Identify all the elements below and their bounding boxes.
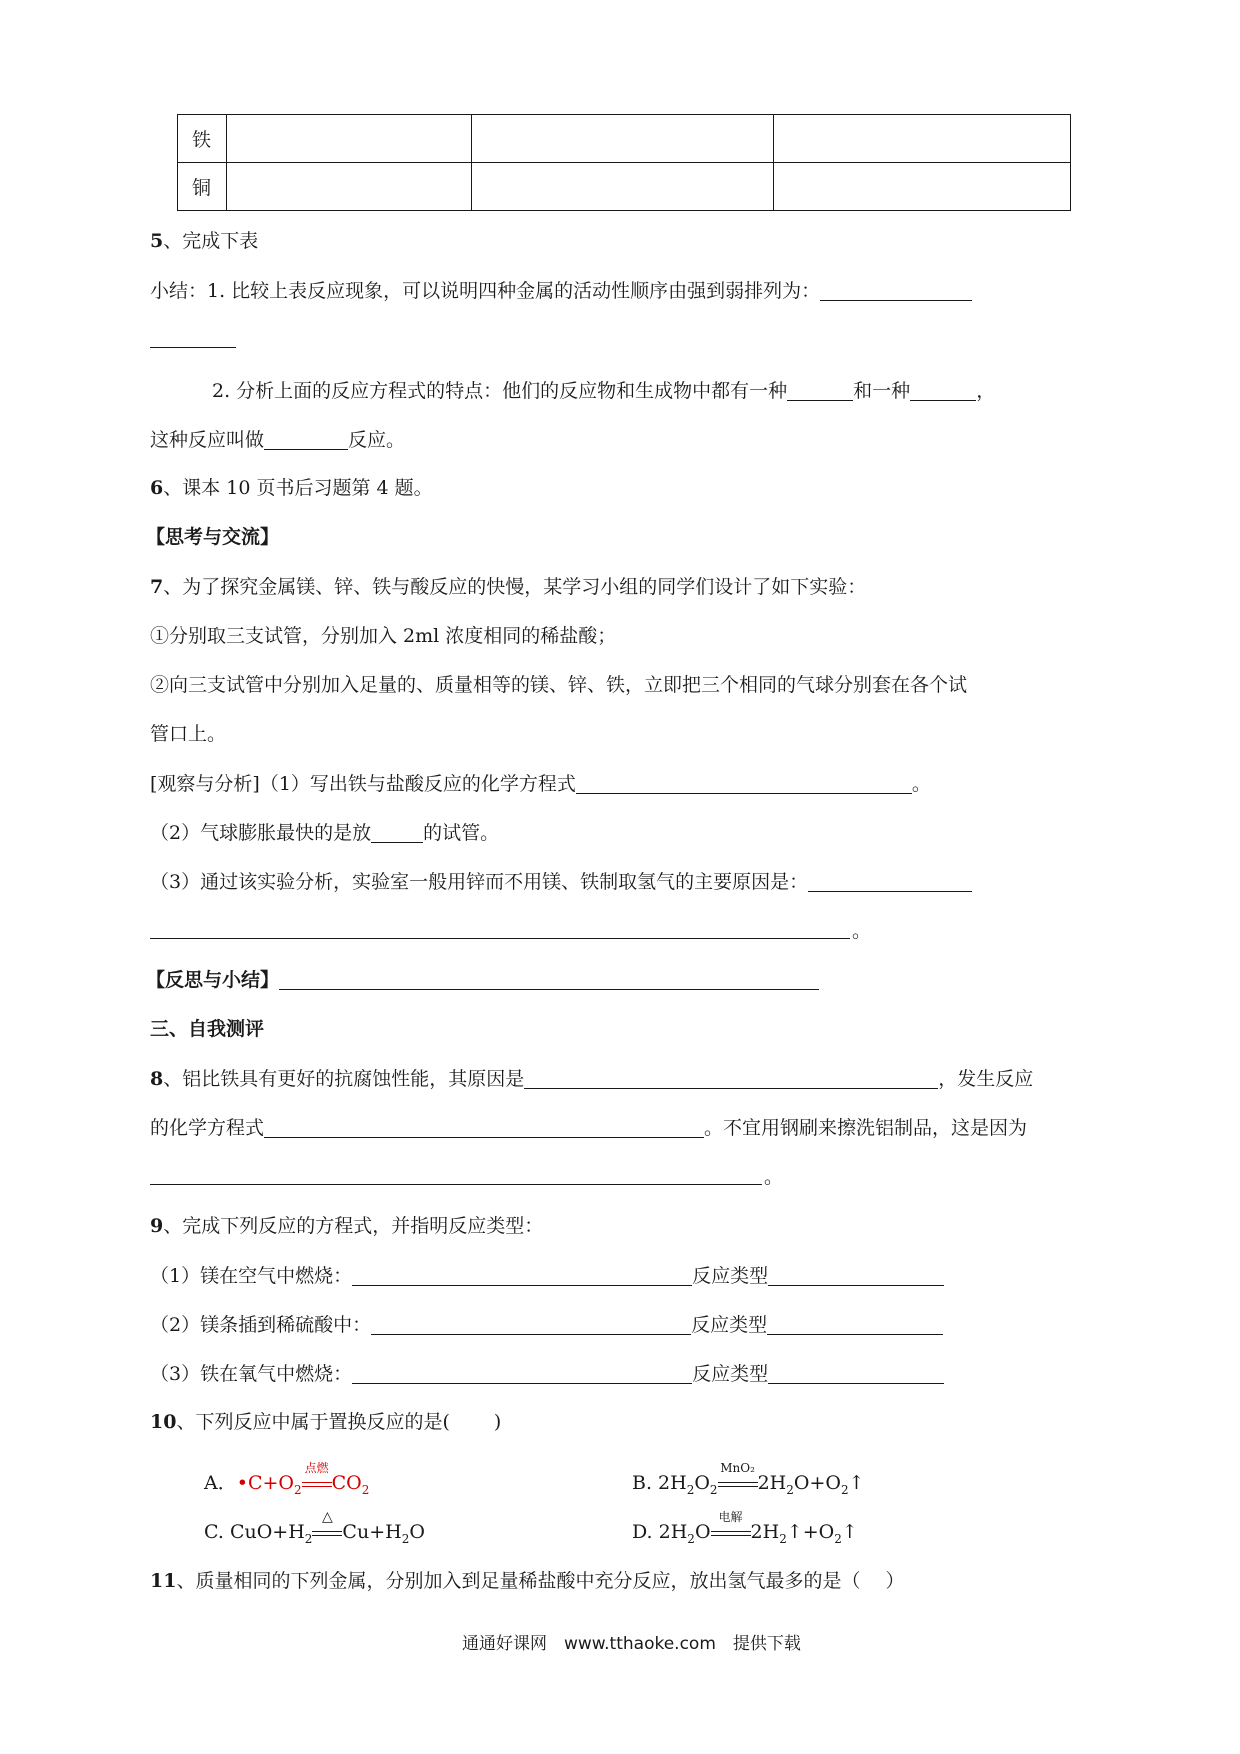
table-cell[interactable]: [227, 163, 472, 211]
question-9: 9、完成下列反应的方程式，并指明反应类型：: [150, 1215, 544, 1237]
question-7: 7、为了探究金属镁、锌、铁与酸反应的快慢，某学习小组的同学们设计了如下实验：: [150, 576, 867, 598]
answer-blank[interactable]: [371, 823, 423, 843]
option-d[interactable]: D. $2H_2O$ 电解 $2H_2↑+O_2↑$: [632, 1510, 858, 1546]
summary-2-cont: 这种反应叫做 反应。: [150, 429, 406, 451]
option-c[interactable]: C. $CuO+H_2$ △ $Cu+H_2O$: [204, 1509, 425, 1546]
question-10: 10、下列反应中属于置换反应的是( ): [150, 1411, 502, 1433]
summary-1: 小结：1. 比较上表反应现象，可以说明四种金属的活动性顺序由强到弱排列为：: [150, 281, 972, 301]
question-11: 11、质量相同的下列金属，分别加入到足量稀盐酸中充分反应，放出氢气最多的是（ ）: [150, 1570, 905, 1592]
answer-blank[interactable]: [808, 872, 972, 892]
answer-blank[interactable]: [264, 430, 348, 450]
answer-blank[interactable]: [768, 1364, 944, 1384]
answer-blank[interactable]: [787, 381, 853, 401]
q9-item-1: （1）镁在空气中燃烧： 反应类型: [150, 1266, 944, 1286]
answer-blank[interactable]: [576, 774, 912, 794]
question-8: 8、铝比铁具有更好的抗腐蚀性能，其原因是 ，发生反应: [150, 1068, 1034, 1090]
table-row: [178, 163, 1071, 211]
answer-blank[interactable]: [352, 1266, 692, 1286]
table-row: [178, 115, 1071, 163]
row-label-iron: 铁: [178, 115, 227, 163]
table-cell[interactable]: [472, 115, 774, 163]
q7-observe-2: （2）气球膨胀最快的是放 的试管。: [150, 822, 500, 844]
q7-step-2-cont: 管口上。: [150, 723, 227, 745]
option-b[interactable]: B. $2H_2O_2$ MnO₂ $2H_2O+O_2↑$: [632, 1461, 865, 1497]
answer-blank[interactable]: [767, 1315, 943, 1335]
answer-blank[interactable]: [150, 938, 850, 939]
q7-observe-1: [观察与分析]（1）写出铁与盐酸反应的化学方程式 。: [150, 773, 931, 795]
answer-blank[interactable]: [524, 1069, 938, 1089]
question-6: 6、课本 10 页书后习题第 4 题。: [150, 477, 433, 499]
question-5-title: 5、完成下表: [150, 230, 259, 252]
table-cell[interactable]: [774, 163, 1071, 211]
q7-step-1: ①分别取三支试管，分别加入 2ml 浓度相同的稀盐酸；: [150, 625, 617, 647]
answer-blank[interactable]: [910, 381, 976, 401]
section-self-test: 三、自我测评: [150, 1018, 265, 1040]
answer-blank[interactable]: [352, 1364, 692, 1384]
q7-observe-3: （3）通过该实验分析，实验室一般用锌而不用镁、铁制取氢气的主要原因是：: [150, 872, 972, 892]
answer-blank[interactable]: [371, 1315, 691, 1335]
page-footer: 通通好课网 www.tthaoke.com 提供下载: [462, 1634, 801, 1654]
answer-blank[interactable]: [150, 1184, 762, 1185]
row-label-copper: 铜: [178, 163, 227, 211]
q9-item-2: （2）镁条插到稀硫酸中： 反应类型: [150, 1315, 943, 1335]
summary-2: 2. 分析上面的反应方程式的特点：他们的反应物和生成物中都有一种 和一种 ，: [212, 380, 996, 402]
answer-blank[interactable]: [264, 1118, 704, 1138]
table-cell[interactable]: [227, 115, 472, 163]
q7-observe-3-end: 。: [852, 920, 872, 942]
answer-blank[interactable]: [820, 281, 972, 301]
answer-blank[interactable]: [279, 970, 819, 990]
section-think-exchange: 【思考与交流】: [146, 526, 280, 548]
question-8-cont: 的化学方程式 。不宜用钢刷来擦洗铝制品，这是因为: [150, 1117, 1028, 1139]
section-reflect-summary: 【反思与小结】: [146, 970, 819, 990]
option-a[interactable]: A．$•C+O_2$ 点燃 $CO_2$: [204, 1461, 370, 1497]
table-cell[interactable]: [774, 115, 1071, 163]
answer-blank[interactable]: [768, 1266, 944, 1286]
table-cell[interactable]: [472, 163, 774, 211]
answer-blank[interactable]: [150, 347, 236, 348]
metal-reaction-table: [177, 114, 1071, 211]
question-8-end: 。: [764, 1166, 784, 1188]
q9-item-3: （3）铁在氧气中燃烧： 反应类型: [150, 1364, 944, 1384]
q7-step-2: ②向三支试管中分别加入足量的、质量相等的镁、锌、铁，立即把三个相同的气球分别套在各个试: [150, 674, 968, 696]
